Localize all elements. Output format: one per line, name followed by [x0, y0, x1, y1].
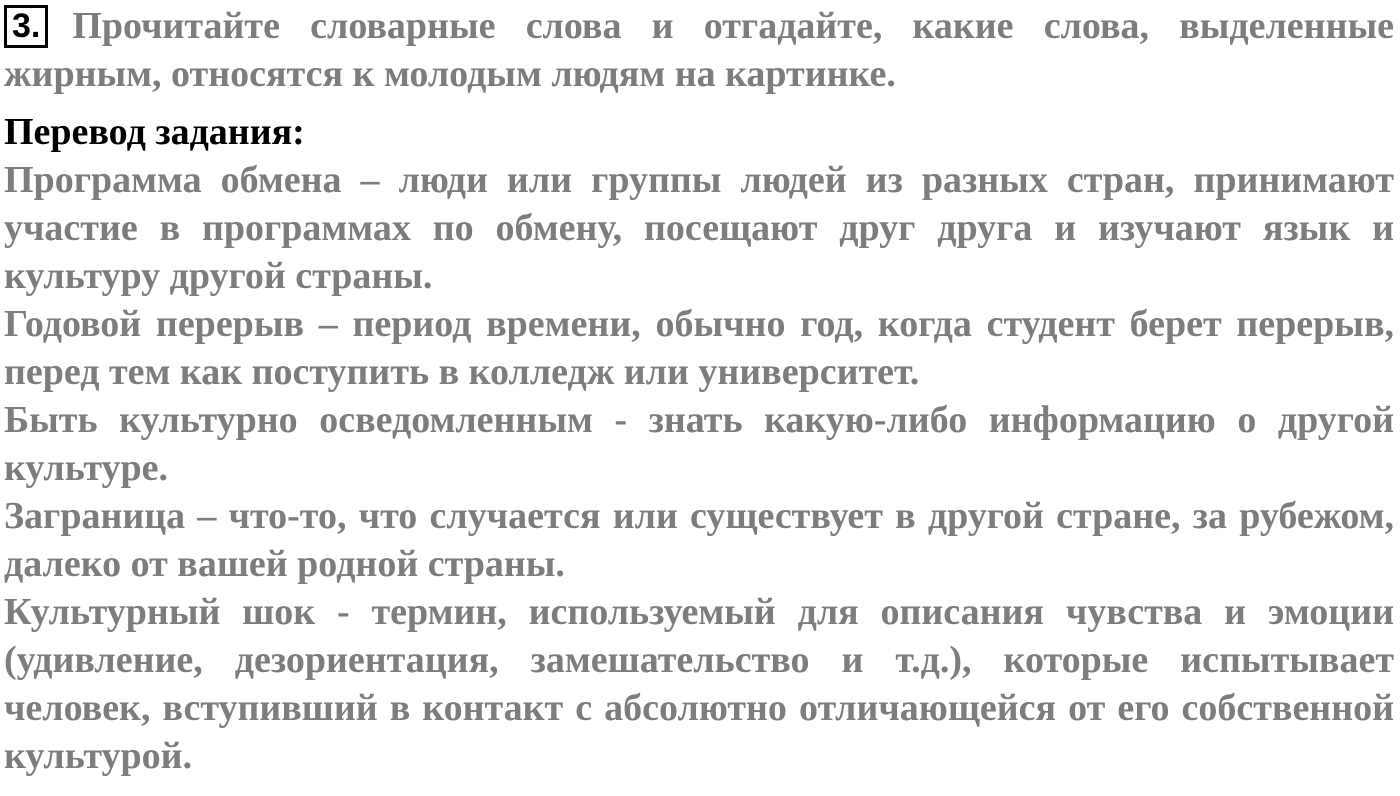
definition-abroad: Заграница – что-то, что случается или существует в другой стране, за рубежом, далеко от вашей родной страны. — [4, 495, 1394, 585]
definition-culture-shock: Культурный шок - термин, используемый для описания чувства и эмоции (удивление, дезориентация, замешательство и т.д.), которые испытывает человек, вступивший в контакт с абсолютно отличающейся от его собственной культурой. — [4, 591, 1394, 777]
translation-heading: Перевод задания: — [4, 111, 305, 153]
task-text: Прочитайте словарные слова и отгадайте, какие слова, выделенные жирным, относятся к молодым людям на картинке. — [4, 5, 1394, 95]
definition-gap-year: Годовой перерыв – период времени, обычно год, когда студент берет перерыв, перед тем как поступить в колледж или университет. — [4, 303, 1394, 393]
definition-exchange-program: Программа обмена – люди или группы людей из разных стран, принимают участие в программах по обмену, посещают друг друга и изучают язык и культуру другой страны. — [4, 159, 1394, 297]
task-number-box: 3. — [4, 5, 48, 48]
exercise-page — [4, 2, 1394, 780]
task-instruction — [4, 2, 1394, 98]
definition-culturally-aware: Быть культурно осведомленным - знать какую-либо информацию о другой культуре. — [4, 399, 1394, 489]
